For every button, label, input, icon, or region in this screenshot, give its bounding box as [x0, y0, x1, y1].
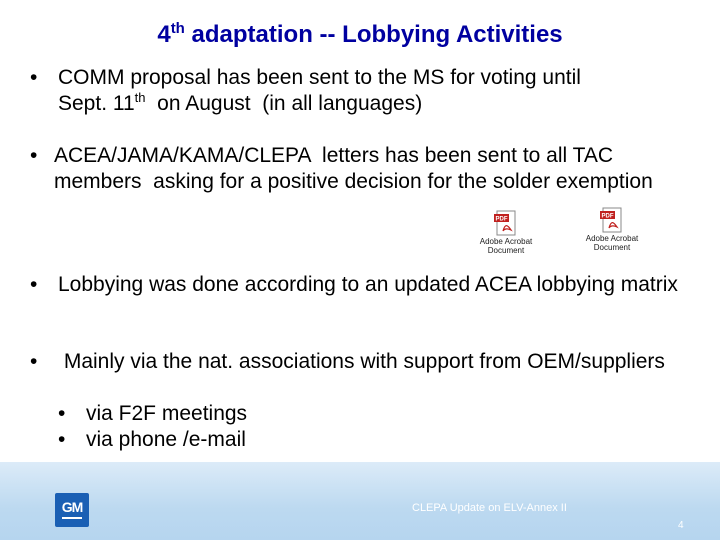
bullet-dot: •: [30, 66, 38, 89]
slide-title: [0, 21, 720, 49]
footer-gradient: [0, 462, 720, 540]
footer-band: [0, 462, 720, 540]
svg-text:PDF: PDF: [495, 216, 508, 223]
bullet-dot: •: [30, 144, 38, 167]
attachment-label-line1: Adobe Acrobat: [585, 234, 639, 243]
bullet-text: [58, 65, 698, 117]
footer-text: CLEPA Update on ELV-Annex II: [412, 502, 567, 514]
sub-bullet-dot: •: [58, 402, 66, 425]
title-sup: th: [170, 20, 185, 37]
bullet-line-1: COMM proposal has been sent to the MS for voting until: [58, 66, 581, 89]
attachment-label-line1: Adobe Acrobat: [479, 237, 533, 246]
line2-post: on August (in all languages): [145, 92, 423, 115]
gm-logo-text: GM: [61, 499, 83, 515]
sub-bullet-dot: •: [58, 428, 66, 451]
pdf-icon: [600, 207, 624, 233]
pdf-attachment-1[interactable]: [471, 210, 541, 260]
bullet-dot: •: [30, 273, 38, 296]
attachment-label-line2: Document: [487, 246, 525, 255]
svg-text:PDF: PDF: [601, 213, 614, 220]
bullet-line-2: [58, 91, 698, 117]
bullet-text: Mainly via the nat. associations with support from OEM/suppliers: [58, 350, 665, 373]
title-prefix: 4: [157, 21, 171, 48]
bullet-dot: •: [30, 350, 38, 373]
attachment-label-line2: Document: [593, 243, 631, 252]
bullet-text: ACEA/JAMA/KAMA/CLEPA letters has been sent to all TAC members asking for a positive decision for the solder exemption: [54, 144, 653, 193]
sub-bullet-text: via F2F meetings: [86, 402, 248, 425]
attachment-label: [471, 237, 541, 255]
line2-sup: th: [134, 90, 146, 105]
attachment-label: [577, 234, 647, 252]
sub-bullet-text: via phone /e-mail: [86, 428, 246, 451]
gm-logo: [55, 493, 89, 527]
gm-logo-underline: [62, 517, 82, 519]
pdf-attachment-2[interactable]: [577, 207, 647, 257]
page-number: 4: [678, 520, 684, 531]
bullet-text: Lobbying was done according to an updated ACEA lobbying matrix: [58, 273, 678, 296]
title-rest: adaptation -- Lobbying Activities: [184, 21, 563, 48]
pdf-icon: [494, 210, 518, 236]
line2-pre: Sept. 11: [58, 92, 135, 115]
